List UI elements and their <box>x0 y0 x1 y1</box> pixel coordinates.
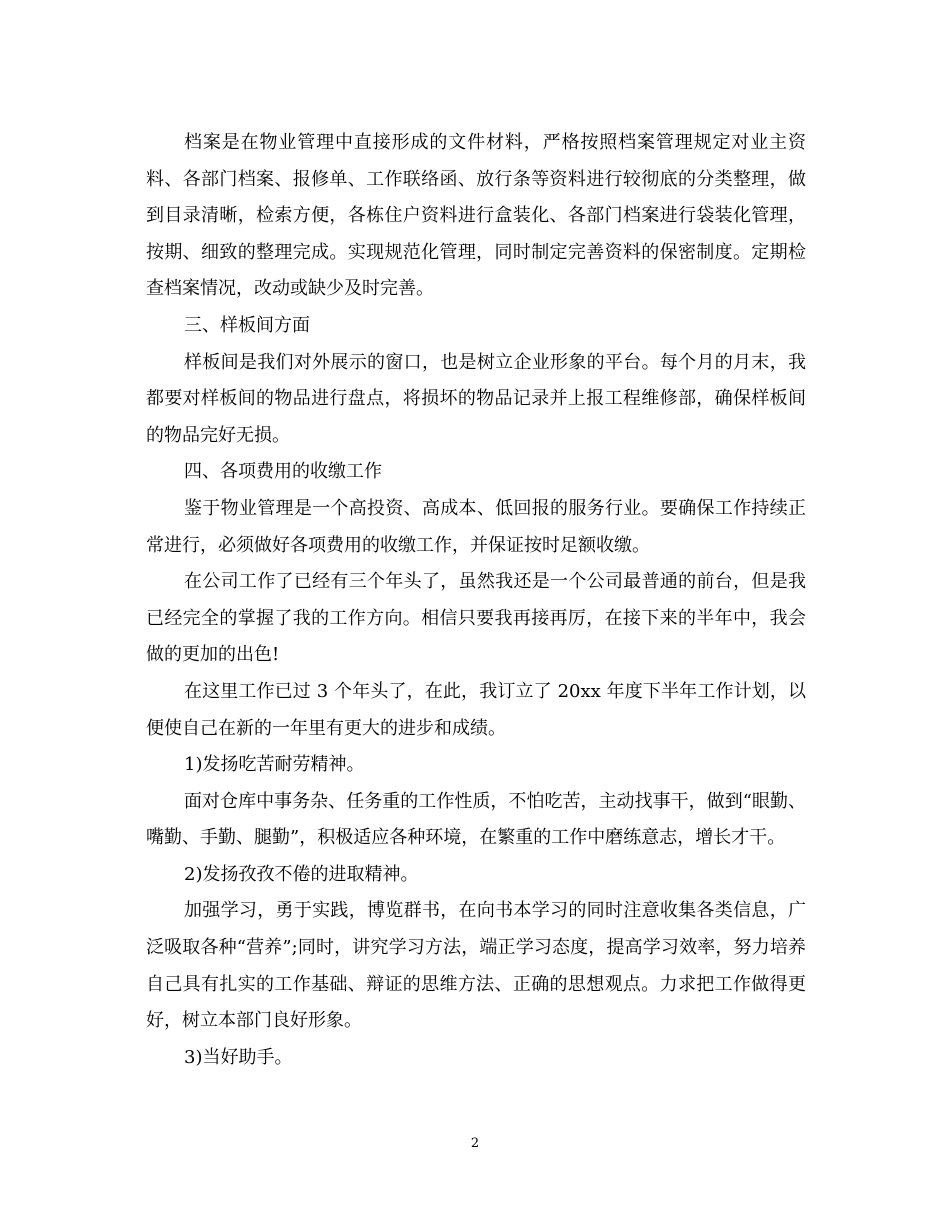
heading-item-2: 2)发扬孜孜不倦的进取精神。 <box>184 863 419 885</box>
paragraph-fee-collection: 鉴于物业管理是一个高投资、高成本、低回报的服务行业。要确保工作持续正常进行，必须做好各项费用的收缴工作，并保证按时足额收缴。 <box>146 497 806 556</box>
paragraph-item-1: 面对仓库中事务杂、任务重的工作性质，不怕吃苦，主动找事干，做到“眼勤、嘴勤、手勤、腿勤”，积极适应各种环境，在繁重的工作中磨练意志，增长才干。 <box>146 790 806 849</box>
page-number: 2 <box>470 1136 480 1151</box>
paragraph-item-2: 加强学习，勇于实践，博览群书，在向书本学习的同时注意收集各类信息，广泛吸取各种“营养”;同时，讲究学习方法，端正学习态度，提高学习效率，努力培养自己具有扎实的工作基础、辩证的思维方法、正确的思想观点。力求把工作做得更好，树立本部门良好形象。 <box>146 900 806 1032</box>
paragraph-showroom: 样板间是我们对外展示的窗口，也是树立企业形象的平台。每个月的月末，我都要对样板间的物品进行盘点，将损坏的物品记录并上报工程维修部，确保样板间的物品完好无损。 <box>146 351 806 446</box>
heading-item-1: 1)发扬吃苦耐劳精神。 <box>184 754 365 776</box>
paragraph-archives: 档案是在物业管理中直接形成的文件材料，严格按照档案管理规定对业主资料、各部门档案、报修单、工作联络函、放行条等资料进行较彻底的分类整理，做到目录清晰，检索方便，各栋住户资料进行盒装化、各部门档案进行袋装化管理，按期、细致的整理完成。实现规范化管理，同时制定完善资料的保密制度。定期检查档案情况，改动或缺少及时完善。 <box>146 132 806 300</box>
document-body <box>146 125 806 1076</box>
heading-section-4: 四、各项费用的收缴工作 <box>184 461 382 483</box>
heading-section-3: 三、样板间方面 <box>184 314 310 336</box>
paragraph-three-years: 在公司工作了已经有三个年头了，虽然我还是一个公司最普通的前台，但是我已经完全的掌握了我的工作方向。相信只要我再接再厉，在接下来的半年中，我会做的更加的出色! <box>146 571 806 666</box>
heading-item-3: 3)当好助手。 <box>184 1046 293 1068</box>
paragraph-work-plan: 在这里工作已过 3 个年头了，在此，我订立了 20xx 年度下半年工作计划，以便使自己在新的一年里有更大的进步和成绩。 <box>146 680 806 739</box>
